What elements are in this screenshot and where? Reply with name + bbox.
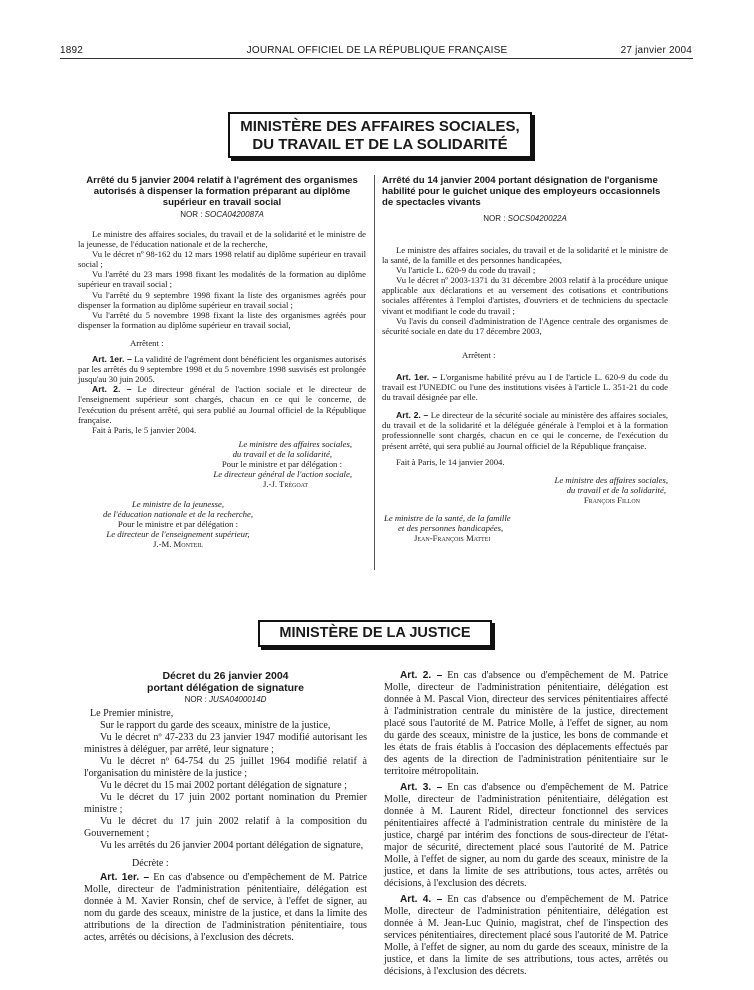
- arrete-title: Arrêté du 5 janvier 2004 relatif à l'agrément des organismes autorisés à dispenser la formation préparant au diplôme supérieur en travail social: [86, 175, 358, 208]
- article-4: Art. 4. – En cas d'absence ou d'empêchement de M. Patrice Molle, directeur de l'administration pénitentiaire, délégation est donnée à M. Jean-Luc Quinio, magistrat, chef de l'inspection des services pénitentiaires, directement placé sous l'autorité de M. Patrice Molle, à l'effet de signer, au nom du garde des sceaux, ministre de la justice, et dans la limite de ses attributions, tous actes, arrêtés ou décisions, à l'exclusion des décrets.: [384, 894, 668, 977]
- paragraph: Vu l'arrêté du 23 mars 1998 fixant les modalités de la formation au diplôme supérieur en travail social ;: [78, 269, 366, 290]
- paragraph: Vu les arrêtés du 26 janvier 2004 portant délégation de signature,: [100, 840, 364, 851]
- signature-block-2: Le ministre de la santé, de la famille et des personnes handicapées, Jean-François Mattei: [384, 512, 511, 543]
- arretent: Arrêtent :: [462, 349, 496, 360]
- signature-block-1: Le ministre des affaires sociales, du travail et de la solidarité, Pour le ministre et par délégation : Le directeur général de l'action sociale, J.-J. Trégoat: [213, 438, 352, 489]
- article-1: Art. 1er. – La validité de l'agrément dont bénéficient les organismes autorisés par les arrêtés du 9 septembre 1998 et du 5 novembre 1998 susvisés est prolongée jusqu'au 30 juin 2005.: [78, 354, 366, 385]
- article-1: Art. 1er. – En cas d'absence ou d'empêchement de M. Patrice Molle, directeur de l'administration pénitentiaire, délégation est donnée à M. Xavier Ronsin, chef de service, à l'effet de signer, au nom du garde des sceaux, ministre de la justice, et dans la limite des attributions de la direction de l'administration pénitentiaire, tous actes, arrêtés ou décisions, à l'exclusion des décrets.: [84, 872, 367, 943]
- paragraph: Le ministre des affaires sociales, du travail et de la solidarité et le ministre de la jeunesse, de l'éducation nationale et de la recherche,: [78, 229, 366, 250]
- paragraph: Vu le décret nº 98-162 du 12 mars 1998 relatif au diplôme supérieur en travail social ;: [78, 249, 366, 270]
- arrete-formation-column: [78, 175, 366, 549]
- paragraph: Vu l'arrêté du 9 septembre 1998 fixant la liste des organismes agréés pour dispenser la formation au diplôme supérieur en travail social ;: [78, 289, 366, 310]
- ministry-heading-line2: DU TRAVAIL ET DE LA SOLIDARITÉ: [252, 136, 508, 153]
- paragraph: Vu l'avis du conseil d'administration de l'Agence centrale des organismes de sécurité sociale en date du 17 décembre 2003,: [382, 315, 668, 336]
- paragraph: Vu le décret du 17 juin 2002 portant nomination du Premier ministre ;: [84, 792, 367, 815]
- fait-a-paris: Fait à Paris, le 5 janvier 2004.: [92, 424, 197, 435]
- arretent: Arrêtent :: [130, 337, 164, 348]
- column-divider: [374, 175, 375, 570]
- page-number: 1892: [60, 45, 84, 56]
- issue-date: 27 janvier 2004: [620, 45, 692, 56]
- decret-right-column: [384, 670, 668, 978]
- decret-left-column: [84, 670, 367, 944]
- signature-block-2: Le ministre de la jeunesse, de l'éducation nationale et de la recherche, Pour le ministre et par délégation : Le directeur de l'enseignement supérieur, J.-M. Monteil: [102, 498, 254, 549]
- signature-block-1: Le ministre des affaires sociales, du travail et de la solidarité, François Fillon: [554, 474, 668, 505]
- ministry-heading-justice: [258, 620, 492, 647]
- ministry-heading-social-affairs: [228, 112, 532, 158]
- arrete-title: Arrêté du 14 janvier 2004 portant désignation de l'organisme habilité pour le guichet unique des employeurs occasionnels de spectacles vivants: [382, 175, 661, 208]
- decret-title: Décret du 26 janvier 2004 portant délégation de signature: [147, 670, 304, 694]
- nor-reference: NOR : SOCA0420087A: [180, 210, 264, 219]
- article-2: Art. 2. – En cas d'absence ou d'empêchement de M. Patrice Molle, directeur de l'administration pénitentiaire, délégation est donnée à M. Pascal Vion, directeur des services pénitentiaires affecté à l'administration centrale du ministère de la justice, directement placé sous l'autorité de M. Patrice Molle, à l'effet de signer, au nom du garde des sceaux, ministre de la justice, les bons de commande et les états de frais établis à l'occasion des déplacements effectués par des agents de la direction de l'administration pénitentiaire sur le territoire métropolitain.: [384, 670, 668, 777]
- article-1: Art. 1er. – L'organisme habilité prévu au I de l'article L. 620-9 du code du travail est l'UNEDIC ou l'une des institutions visées à l'article L. 351-21 du code du travail désignée par elle.: [382, 371, 668, 403]
- paragraph: Le Premier ministre,: [90, 708, 174, 719]
- article-3: Art. 3. – En cas d'absence ou d'empêchement de M. Patrice Molle, directeur de l'administration pénitentiaire, délégation est donnée à M. Laurent Ridel, directeur fonctionnel des services pénitentiaires affecté à l'administration centrale du ministère de la justice, chargé par intérim des fonctions de sous-directeur de l'état-major de sécurité, directement placé sous l'autorité de M. Patrice Molle, à l'effet de signer, au nom du garde des sceaux, ministre de la justice, et dans la limite de ses attributions, tous actes, arrêtés ou décisions, à l'exclusion des décrets.: [384, 782, 668, 889]
- decrete: Décrète :: [132, 858, 169, 869]
- paragraph: Vu le décret nº 64-754 du 25 juillet 1964 modifié relatif à l'organisation du ministère de la justice ;: [84, 756, 367, 779]
- nor-reference: NOR : JUSA0400014D: [184, 695, 267, 704]
- paragraph: Vu le décret du 17 juin 2002 relatif à la composition du Gouvernement ;: [84, 816, 367, 839]
- journal-title: JOURNAL OFFICIEL DE LA RÉPUBLIQUE FRANÇAISE: [246, 45, 508, 56]
- article-2: Art. 2. – Le directeur général de l'action sociale et le directeur de l'enseignement supérieur sont chargés, chacun en ce qui le concerne, de l'exécution du présent arrêté, qui sera publié au Journal officiel de la République française.: [78, 384, 366, 425]
- ministry-heading-line1: MINISTÈRE DES AFFAIRES SOCIALES,: [240, 118, 520, 135]
- header-rule: [60, 58, 693, 59]
- arrete-guichet-column: [382, 175, 668, 543]
- paragraph: Vu le décret nº 47-233 du 23 janvier 1947 modifié autorisant les ministres à déléguer, par arrêté, leur signature ;: [84, 732, 367, 755]
- ministry-heading-line1: MINISTÈRE DE LA JUSTICE: [279, 625, 471, 641]
- paragraph: Vu l'article L. 620-9 du code du travail ;: [396, 265, 536, 276]
- paragraph: Le ministre des affaires sociales, du travail et de la solidarité et le ministre de la santé, de la famille et des personnes handicapées,: [382, 245, 668, 266]
- nor-reference: NOR : SOCS0420022A: [483, 214, 567, 223]
- fait-a-paris: Fait à Paris, le 14 janvier 2004.: [396, 456, 505, 467]
- paragraph: Vu le décret nº 2003-1371 du 31 décembre 2003 relatif à la procédure unique applicable aux déclarations et au versement des cotisations et contributions sociales afférentes à l'emploi d'artistes, d'ouvriers et de techniciens du spectacle vivant et modifiant le code du travail ;: [382, 275, 668, 316]
- paragraph: Vu l'arrêté du 5 novembre 1998 fixant la liste des organismes agréés pour dispenser la formation au diplôme supérieur en travail social,: [78, 309, 366, 330]
- paragraph: Sur le rapport du garde des sceaux, ministre de la justice,: [100, 720, 331, 731]
- article-2: Art. 2. – Le directeur de la sécurité sociale au ministère des affaires sociales, du travail et de la solidarité et la déléguée générale à l'emploi et à la formation professionnelle sont chargés, chacun en ce qui le concerne, de l'exécution du présent arrêté, qui sera publié au Journal officiel de la République française.: [382, 410, 668, 451]
- paragraph: Vu le décret du 15 mai 2002 portant délégation de signature ;: [100, 780, 347, 791]
